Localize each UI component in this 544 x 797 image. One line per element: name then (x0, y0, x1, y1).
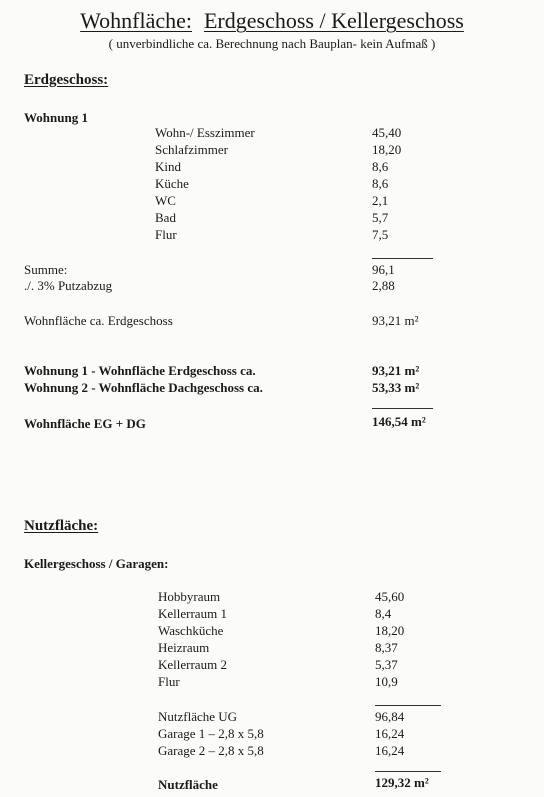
room-name: Hobbyraum (158, 589, 221, 604)
garage-name: Garage 2 – 2,8 x 5,8 (158, 743, 264, 758)
page-subtitle: ( unverbindliche ca. Berechnung nach Bauplan- kein Aufmaß ) (108, 36, 436, 51)
subheading-wohnung-1: Wohnung 1 (24, 110, 88, 125)
sum-rule (372, 258, 433, 259)
room-area: 8,6 (372, 159, 389, 174)
garage-area: 16,24 (375, 743, 405, 758)
wohnflaeche-eg-value: 93,21 m² (372, 313, 419, 328)
wohnflaeche-eg-label: Wohnfläche ca. Erdgeschoss (24, 313, 173, 328)
garage-area: 16,24 (375, 726, 405, 741)
summe-label: Summe: (24, 262, 68, 277)
garage-name: Garage 1 – 2,8 x 5,8 (158, 726, 264, 741)
room-area: 10,9 (375, 674, 398, 689)
room-area: 18,20 (372, 142, 402, 157)
ug-rule (375, 705, 441, 706)
room-area: 5,37 (375, 657, 398, 672)
title-scope: Erdgeschoss / Kellergeschoss (203, 8, 464, 33)
room-name: Waschküche (158, 623, 224, 638)
section-heading-erdgeschoss: Erdgeschoss: (24, 72, 109, 88)
room-area: 7,5 (372, 227, 389, 242)
room-name: Kind (155, 159, 181, 174)
room-name: Kellerraum 2 (158, 657, 227, 672)
wohnung-1-label: Wohnung 1 - Wohnfläche Erdgeschoss ca. (24, 363, 256, 378)
room-area: 5,7 (372, 210, 389, 225)
wohnung-1-value: 93,21 m² (372, 363, 420, 378)
putzabzug-value: 2,88 (372, 278, 395, 293)
room-name: Flur (155, 227, 177, 242)
room-name: Flur (158, 674, 180, 689)
room-area: 45,60 (375, 589, 405, 604)
nutzflaeche-total-value: 129,32 m² (375, 775, 429, 790)
title-label: Wohnfläche: (80, 8, 192, 33)
room-name: Wohn-/ Esszimmer (155, 125, 255, 140)
room-name: Kellerraum 1 (158, 606, 227, 621)
wohnung-2-label: Wohnung 2 - Wohnfläche Dachgeschoss ca. (24, 380, 263, 395)
room-name: Bad (155, 210, 176, 225)
wohnflaeche-total-label: Wohnfläche EG + DG (24, 416, 146, 431)
room-area: 8,4 (375, 606, 392, 621)
room-name: Küche (155, 176, 189, 191)
putzabzug-label: ./. 3% Putzabzug (24, 278, 113, 293)
room-name: Schlafzimmer (155, 142, 228, 157)
section-heading-nutzflaeche: Nutzfläche: (24, 518, 99, 534)
wohnflaeche-total-value: 146,54 m² (372, 414, 426, 429)
room-area: 8,37 (375, 640, 398, 655)
summe-value: 96,1 (372, 262, 395, 277)
room-area: 45,40 (372, 125, 402, 140)
nutzflaeche-ug-value: 96,84 (375, 709, 405, 724)
page-title (0, 8, 544, 34)
room-area: 8,6 (372, 176, 389, 191)
nutz-total-rule (375, 771, 441, 772)
nutzflaeche-ug-label: Nutzfläche UG (158, 709, 238, 724)
room-area: 18,20 (375, 623, 405, 638)
nutzflaeche-total-label: Nutzfläche (158, 777, 218, 792)
room-name: WC (155, 193, 176, 208)
total-rule (372, 408, 433, 409)
wohnung-2-value: 53,33 m² (372, 380, 420, 395)
room-name: Heizraum (158, 640, 210, 655)
subheading-kellergeschoss: Kellergeschoss / Garagen: (24, 556, 169, 571)
room-area: 2,1 (372, 193, 389, 208)
